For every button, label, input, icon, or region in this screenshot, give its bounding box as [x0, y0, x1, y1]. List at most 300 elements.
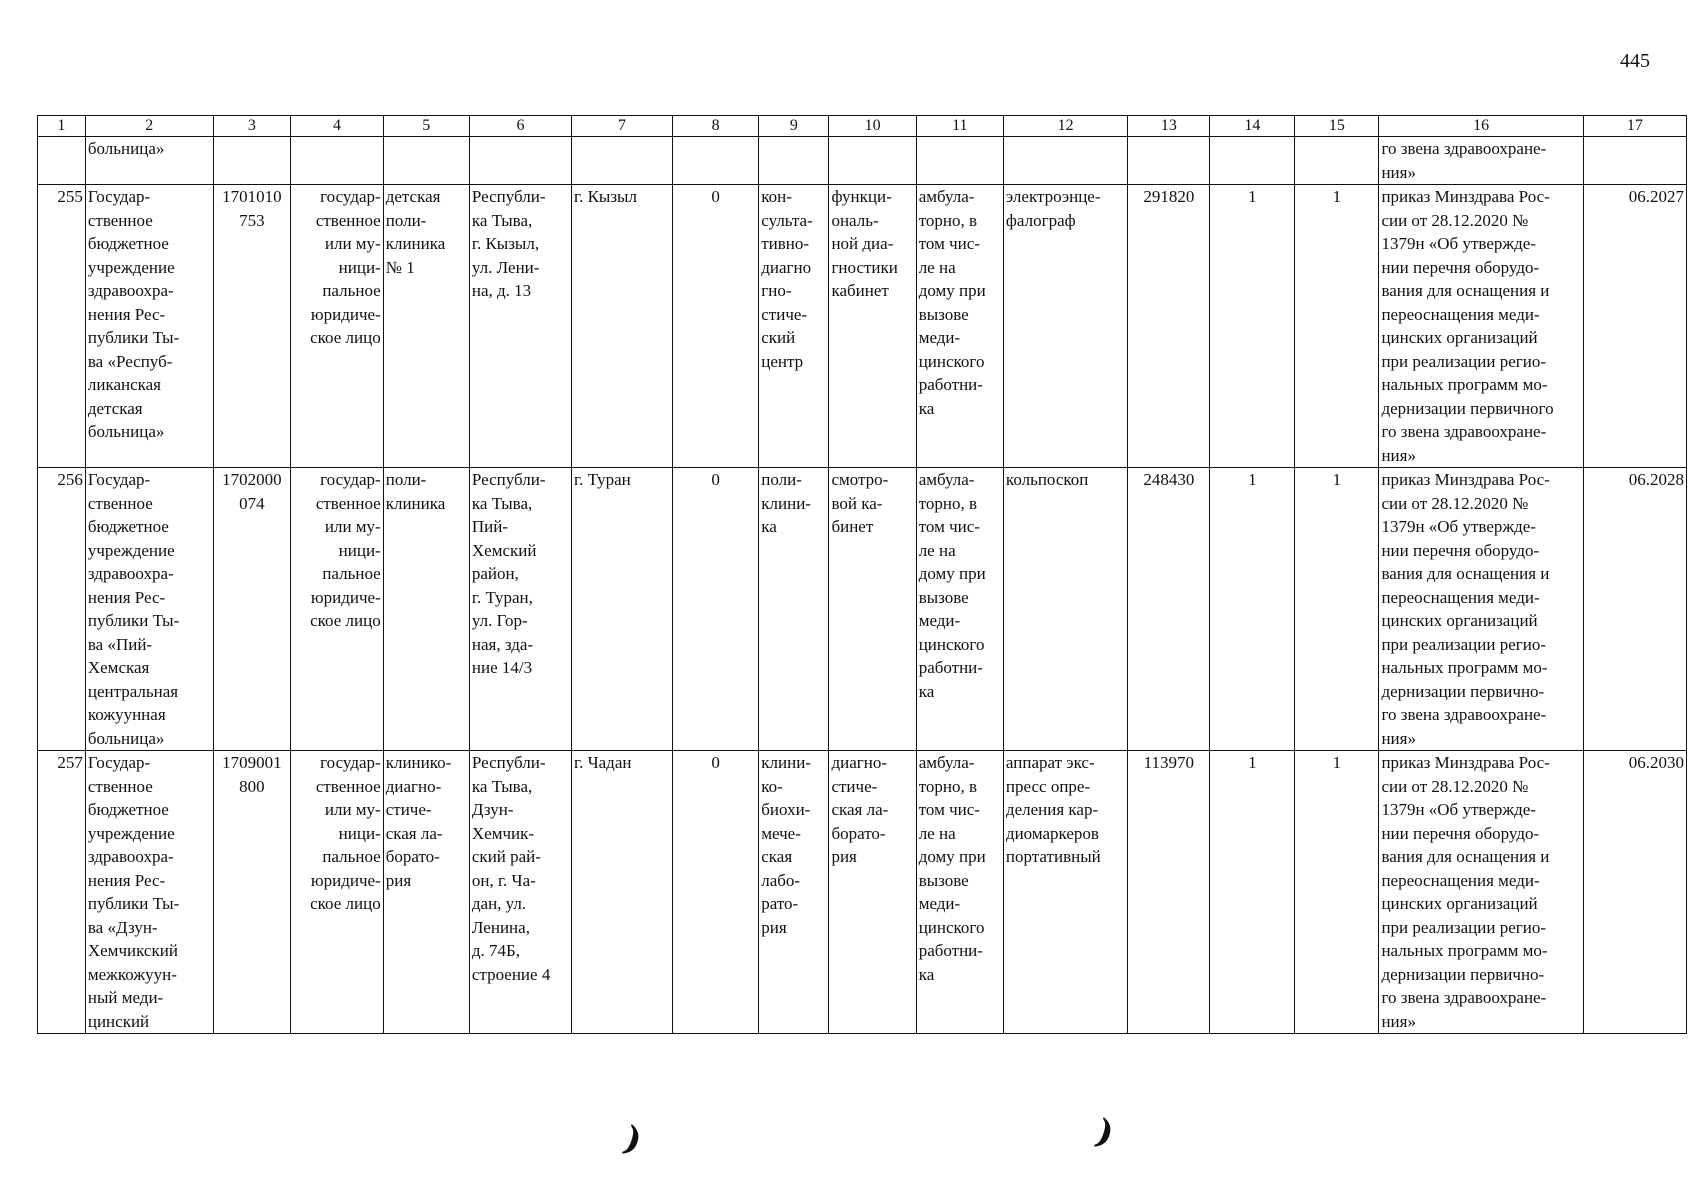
cell-line: нальных программ мо- [1381, 941, 1548, 960]
cell-line: стиче- [831, 776, 878, 796]
cell-line: приказ Минздрава Рос- [1381, 470, 1550, 489]
cell-line: бюджетное [87, 800, 169, 819]
cell-line: ское лицо [310, 894, 381, 913]
cell-c14 [1210, 468, 1295, 751]
cell-line: вызове [918, 587, 969, 607]
cell-line: го звена здравоохране- [1381, 988, 1547, 1007]
cell-line: том чис- [918, 234, 980, 253]
cell-c6 [469, 468, 571, 751]
cell-line: при реализации регио- [1381, 917, 1546, 937]
cell-c6 [469, 137, 571, 185]
column-header: 8 [673, 116, 759, 137]
cell-line: 1 [1248, 470, 1257, 489]
column-header: 17 [1583, 116, 1686, 137]
cell-line: гностики [831, 257, 898, 277]
cell-line: 1 [1248, 753, 1257, 772]
cell-line: ственное [315, 210, 381, 230]
cell-line: г. Кызыл [574, 187, 637, 206]
cell-line: функци- [831, 187, 892, 206]
table-body [38, 137, 1687, 1034]
cell-c10 [829, 185, 916, 468]
cell-c3 [213, 185, 291, 468]
cell-line: нальных программ мо- [1381, 375, 1548, 394]
cell-line: нальных программ мо- [1381, 658, 1548, 677]
cell-line: 291820 [1143, 187, 1195, 206]
cell-c5 [383, 468, 469, 751]
cell-line: переоснащения меди- [1381, 304, 1540, 324]
cell-line: бюджетное [87, 517, 169, 536]
cell-c9 [759, 468, 829, 751]
cell-line: деления кар- [1005, 800, 1099, 819]
cell-line: поли- [385, 470, 427, 489]
cell-line: детская [385, 187, 441, 206]
cell-line: ния» [1381, 162, 1416, 182]
cell-line: клиника [385, 234, 446, 253]
cell-line: нения Рес- [87, 870, 166, 890]
cell-line: Дзун- [471, 800, 514, 819]
cell-line: клини- [761, 753, 811, 772]
cell-c12 [1003, 468, 1127, 751]
cell-line: ка [918, 964, 935, 984]
cell-c16 [1379, 751, 1583, 1034]
cell-line: здравоохра- [87, 281, 174, 300]
column-header: 14 [1210, 116, 1295, 137]
column-header: 4 [291, 116, 384, 137]
cell-line: ул. Гор- [471, 611, 528, 630]
cell-line: Государ- [87, 470, 151, 489]
cell-line: вания для оснащения и [1381, 281, 1550, 300]
cell-c17 [1583, 751, 1686, 1034]
column-header: 16 [1379, 116, 1583, 137]
cell-c8 [673, 137, 759, 185]
cell-line: ственное [87, 776, 153, 796]
header-row [38, 116, 1687, 137]
cell-c10 [829, 137, 916, 185]
cell-num: 255 [38, 185, 86, 468]
cell-line: ональ- [831, 210, 879, 230]
cell-c15 [1295, 185, 1379, 468]
cell-line: ная, зда- [471, 634, 534, 654]
cell-line: г. Туран, [471, 587, 533, 607]
cell-line: диагно- [831, 753, 887, 772]
column-header: 10 [829, 116, 916, 137]
cell-line: Хемчик- [471, 823, 535, 843]
cell-line: 1702000 [222, 470, 282, 489]
ink-mark: ) [1091, 1111, 1119, 1155]
cell-line: Государ- [87, 753, 151, 772]
cell-line: вой ка- [831, 493, 883, 513]
cell-c8 [673, 468, 759, 751]
cell-line: сии от 28.12.2020 № [1381, 493, 1529, 513]
cell-c10 [829, 751, 916, 1034]
cell-line: или му- [324, 234, 381, 253]
cell-c7 [572, 751, 673, 1034]
cell-c3 [213, 751, 291, 1034]
cell-c8 [673, 751, 759, 1034]
column-header: 5 [383, 116, 469, 137]
column-header: 3 [213, 116, 291, 137]
cell-line: торно, в [918, 776, 978, 796]
cell-c13 [1128, 137, 1210, 185]
cell-line: ственное [87, 493, 153, 513]
cell-c12 [1003, 185, 1127, 468]
cell-c16 [1379, 185, 1583, 468]
cell-line: го звена здравоохране- [1381, 422, 1547, 441]
cell-line: ул. Лени- [471, 257, 540, 277]
cell-line: ственное [315, 493, 381, 513]
cell-line: публики Ты- [87, 328, 180, 347]
cell-line: цинских организаций [1381, 328, 1538, 347]
cell-line: Государ- [87, 187, 151, 206]
cell-line: нии перечня оборудо- [1381, 257, 1540, 277]
cell-line: публики Ты- [87, 894, 180, 913]
cell-line: вания для оснащения и [1381, 564, 1550, 583]
cell-line: учреждение [87, 257, 175, 277]
cell-line: приказ Минздрава Рос- [1381, 753, 1550, 772]
cell-line: при реализации регио- [1381, 351, 1546, 371]
cell-line: смотро- [831, 470, 889, 489]
cell-line: район, [471, 564, 519, 583]
cell-line: 1 [1332, 753, 1342, 772]
equipment-registry-table [37, 115, 1687, 1034]
cell-line: дернизации первично- [1381, 964, 1545, 984]
cell-line: пресс опре- [1005, 776, 1091, 796]
column-header: 7 [572, 116, 673, 137]
cell-line: меди- [918, 611, 961, 630]
cell-line: Хемчикский [87, 941, 178, 960]
cell-line: ва «Дзун- [87, 917, 158, 937]
cell-line: 074 [239, 493, 265, 513]
cell-line: цинский [87, 1011, 150, 1031]
cell-line: гно- [761, 281, 792, 300]
cell-line: амбула- [918, 753, 975, 772]
cell-line: юридиче- [310, 587, 381, 607]
cell-line: мече- [761, 823, 801, 843]
cell-line: он, г. Ча- [471, 870, 536, 890]
cell-line: государ- [320, 753, 381, 772]
cell-line: больница» [87, 139, 165, 158]
cell-line: кольпоскоп [1005, 470, 1089, 489]
cell-line: пальное [322, 281, 381, 300]
cell-line: детская [87, 398, 143, 418]
cell-line: ной диа- [831, 234, 894, 253]
cell-line: Республи- [471, 753, 546, 772]
cell-line: диагно [761, 257, 812, 277]
column-header: 6 [469, 116, 571, 137]
cell-line: 06.2028 [1628, 470, 1684, 489]
cell-line: ние 14/3 [471, 658, 533, 677]
cell-line: цинского [918, 917, 985, 937]
table-row [38, 137, 1687, 185]
cell-line: ле на [918, 823, 956, 843]
column-header: 9 [759, 116, 829, 137]
cell-line: поли- [385, 210, 427, 230]
cell-line: на, д. 13 [471, 281, 532, 300]
cell-line: меди- [918, 328, 961, 347]
cell-c11 [916, 185, 1003, 468]
cell-line: сии от 28.12.2020 № [1381, 776, 1529, 796]
cell-c2 [85, 137, 213, 185]
cell-c5 [383, 751, 469, 1034]
cell-line: Пий- [471, 517, 509, 536]
cell-line: Хемский [471, 540, 537, 560]
column-header: 2 [85, 116, 213, 137]
cell-c14 [1210, 751, 1295, 1034]
cell-line: цинских организаций [1381, 894, 1538, 913]
cell-line: государ- [320, 187, 381, 206]
cell-c17 [1583, 468, 1686, 751]
cell-line: государ- [320, 470, 381, 489]
cell-line: г. Кызыл, [471, 234, 540, 253]
cell-line: 1 [1332, 187, 1342, 206]
cell-line: 753 [239, 210, 265, 230]
cell-line: ственное [87, 210, 153, 230]
cell-line: торно, в [918, 210, 978, 230]
cell-line: дан, ул. [471, 894, 527, 913]
cell-c2 [85, 185, 213, 468]
cell-line: 1379н «Об утвержде- [1381, 800, 1536, 819]
cell-line: 0 [711, 753, 720, 772]
cell-line: дому при [918, 847, 986, 866]
cell-line: 800 [239, 776, 265, 796]
cell-line: клиника [385, 493, 446, 513]
cell-line: вызове [918, 870, 969, 890]
cell-c2 [85, 751, 213, 1034]
cell-line: кабинет [831, 281, 889, 300]
cell-line: меди- [918, 894, 961, 913]
cell-c3 [213, 137, 291, 185]
cell-line: работни- [918, 941, 983, 960]
cell-line: ский рай- [471, 847, 541, 866]
cell-line: 1 [1332, 470, 1342, 489]
cell-line: ко- [761, 776, 783, 796]
cell-line: ская ла- [831, 800, 889, 819]
cell-line: ва «Респуб- [87, 351, 173, 371]
cell-line: дому при [918, 281, 986, 300]
cell-line: ле на [918, 540, 956, 560]
cell-line: клини- [761, 493, 811, 513]
cell-line: 1379н «Об утвержде- [1381, 234, 1536, 253]
cell-line: клинико- [385, 753, 452, 772]
cell-line: амбула- [918, 470, 975, 489]
table-row [38, 751, 1687, 1034]
cell-c5 [383, 137, 469, 185]
table-row [38, 468, 1687, 751]
cell-c17 [1583, 185, 1686, 468]
cell-line: электроэнце- [1005, 187, 1101, 206]
cell-line: учреждение [87, 540, 175, 560]
cell-c12 [1003, 137, 1127, 185]
cell-line: Ленина, [471, 917, 530, 937]
cell-line: тивно- [761, 234, 810, 253]
cell-c11 [916, 137, 1003, 185]
cell-line: здравоохра- [87, 564, 174, 583]
cell-line: больница» [87, 728, 165, 748]
cell-c11 [916, 751, 1003, 1034]
cell-line: ка Тыва, [471, 776, 533, 796]
cell-line: нии перечня оборудо- [1381, 823, 1540, 843]
cell-line: центральная [87, 681, 179, 701]
cell-line: ская ла- [385, 823, 443, 843]
cell-line: стиче- [761, 304, 808, 324]
cell-line: вания для оснащения и [1381, 847, 1550, 866]
cell-c12 [1003, 751, 1127, 1034]
cell-c13 [1128, 185, 1210, 468]
cell-line: нии перечня оборудо- [1381, 540, 1540, 560]
cell-line: рия [761, 917, 787, 937]
cell-line: торно, в [918, 493, 978, 513]
cell-line: 0 [711, 187, 720, 206]
cell-c13 [1128, 468, 1210, 751]
cell-line: 113970 [1143, 753, 1195, 772]
cell-line: 1379н «Об утвержде- [1381, 517, 1536, 536]
ink-mark: ) [619, 1118, 647, 1162]
page-number: 445 [1620, 50, 1650, 72]
cell-c13 [1128, 751, 1210, 1034]
cell-c8 [673, 185, 759, 468]
cell-c4 [291, 468, 384, 751]
cell-line: кон- [761, 187, 792, 206]
cell-line: межкожуун- [87, 964, 177, 984]
cell-line: юридиче- [310, 870, 381, 890]
cell-line: биохи- [761, 800, 811, 819]
cell-line: дому при [918, 564, 986, 583]
cell-line: аппарат экс- [1005, 753, 1095, 772]
cell-line: го звена здравоохране- [1381, 139, 1547, 158]
cell-line: лабо- [761, 870, 801, 890]
cell-line: ле на [918, 257, 956, 277]
cell-line: ское лицо [310, 328, 381, 347]
cell-c16 [1379, 137, 1583, 185]
cell-line: 0 [711, 470, 720, 489]
cell-line: борато- [385, 847, 440, 866]
cell-line: ници- [338, 540, 381, 560]
cell-c7 [572, 468, 673, 751]
cell-line: здравоохра- [87, 847, 174, 866]
cell-line: ский [761, 328, 796, 347]
cell-c16 [1379, 468, 1583, 751]
cell-line: сии от 28.12.2020 № [1381, 210, 1529, 230]
cell-c15 [1295, 751, 1379, 1034]
cell-line: бинет [831, 517, 874, 536]
cell-line: переоснащения меди- [1381, 587, 1540, 607]
cell-line: приказ Минздрава Рос- [1381, 187, 1550, 206]
column-header: 11 [916, 116, 1003, 137]
cell-line: работни- [918, 658, 983, 677]
cell-c3 [213, 468, 291, 751]
cell-line: бюджетное [87, 234, 169, 253]
cell-line: 248430 [1143, 470, 1195, 489]
cell-line: цинского [918, 634, 985, 654]
cell-line: нения Рес- [87, 587, 166, 607]
column-header: 15 [1295, 116, 1379, 137]
cell-line: го звена здравоохране- [1381, 705, 1547, 724]
cell-c11 [916, 468, 1003, 751]
column-header: 12 [1003, 116, 1127, 137]
cell-line: г. Чадан [574, 753, 632, 772]
cell-c4 [291, 185, 384, 468]
cell-line: юридиче- [310, 304, 381, 324]
cell-line: 1709001 [222, 753, 282, 772]
cell-c9 [759, 751, 829, 1034]
cell-line: ници- [338, 823, 381, 843]
table-row [38, 185, 1687, 468]
cell-line: публики Ты- [87, 611, 180, 630]
cell-line: ская [761, 847, 793, 866]
cell-line: рия [831, 847, 857, 866]
cell-line: ка [918, 398, 935, 418]
cell-line: ници- [338, 257, 381, 277]
cell-line: или му- [324, 800, 381, 819]
cell-line: дернизации первично- [1381, 681, 1545, 701]
cell-line: нения Рес- [87, 304, 166, 324]
cell-line: центр [761, 351, 804, 371]
cell-line: рия [385, 870, 412, 890]
cell-line: ликанская [87, 375, 161, 394]
cell-line: д. 74Б, [471, 941, 521, 960]
cell-line: больница» [87, 422, 165, 441]
cell-line: борато- [831, 823, 886, 843]
cell-line: ка Тыва, [471, 210, 533, 230]
cell-num [38, 137, 86, 185]
cell-line: 1701010 [222, 187, 282, 206]
cell-line: строение 4 [471, 964, 551, 984]
cell-line: диагно- [385, 776, 442, 796]
cell-line: ва «Пий- [87, 634, 153, 654]
cell-line: ния» [1381, 728, 1416, 748]
cell-line: № 1 [385, 257, 415, 277]
cell-line: ния» [1381, 445, 1416, 465]
cell-line: г. Туран [574, 470, 631, 489]
cell-line: том чис- [918, 800, 980, 819]
cell-c9 [759, 185, 829, 468]
cell-c9 [759, 137, 829, 185]
cell-line: или му- [324, 517, 381, 536]
cell-line: сульта- [761, 210, 813, 230]
cell-c7 [572, 137, 673, 185]
cell-c6 [469, 185, 571, 468]
cell-line: цинского [918, 351, 985, 371]
cell-line: фалограф [1005, 210, 1076, 230]
cell-line: ка Тыва, [471, 493, 533, 513]
cell-line: рато- [761, 894, 799, 913]
cell-c2 [85, 468, 213, 751]
cell-line: при реализации регио- [1381, 634, 1546, 654]
cell-line: 1 [1248, 187, 1257, 206]
cell-line: цинских организаций [1381, 611, 1538, 630]
cell-line: том чис- [918, 517, 980, 536]
cell-line: диомаркеров [1005, 823, 1099, 843]
cell-c4 [291, 137, 384, 185]
cell-line: портативный [1005, 847, 1101, 866]
cell-c10 [829, 468, 916, 751]
cell-c17 [1583, 137, 1686, 185]
cell-line: поли- [761, 470, 802, 489]
cell-line: работни- [918, 375, 983, 394]
cell-line: Республи- [471, 470, 546, 489]
cell-line: стиче- [385, 800, 432, 819]
cell-c14 [1210, 137, 1295, 185]
cell-line: учреждение [87, 823, 175, 843]
cell-line: ный меди- [87, 988, 164, 1007]
cell-line: амбула- [918, 187, 975, 206]
cell-line: 06.2030 [1628, 753, 1684, 772]
cell-c15 [1295, 137, 1379, 185]
cell-line: дернизации первичного [1381, 398, 1554, 418]
cell-c14 [1210, 185, 1295, 468]
cell-line: пальное [322, 847, 381, 866]
cell-line: ское лицо [310, 611, 381, 630]
